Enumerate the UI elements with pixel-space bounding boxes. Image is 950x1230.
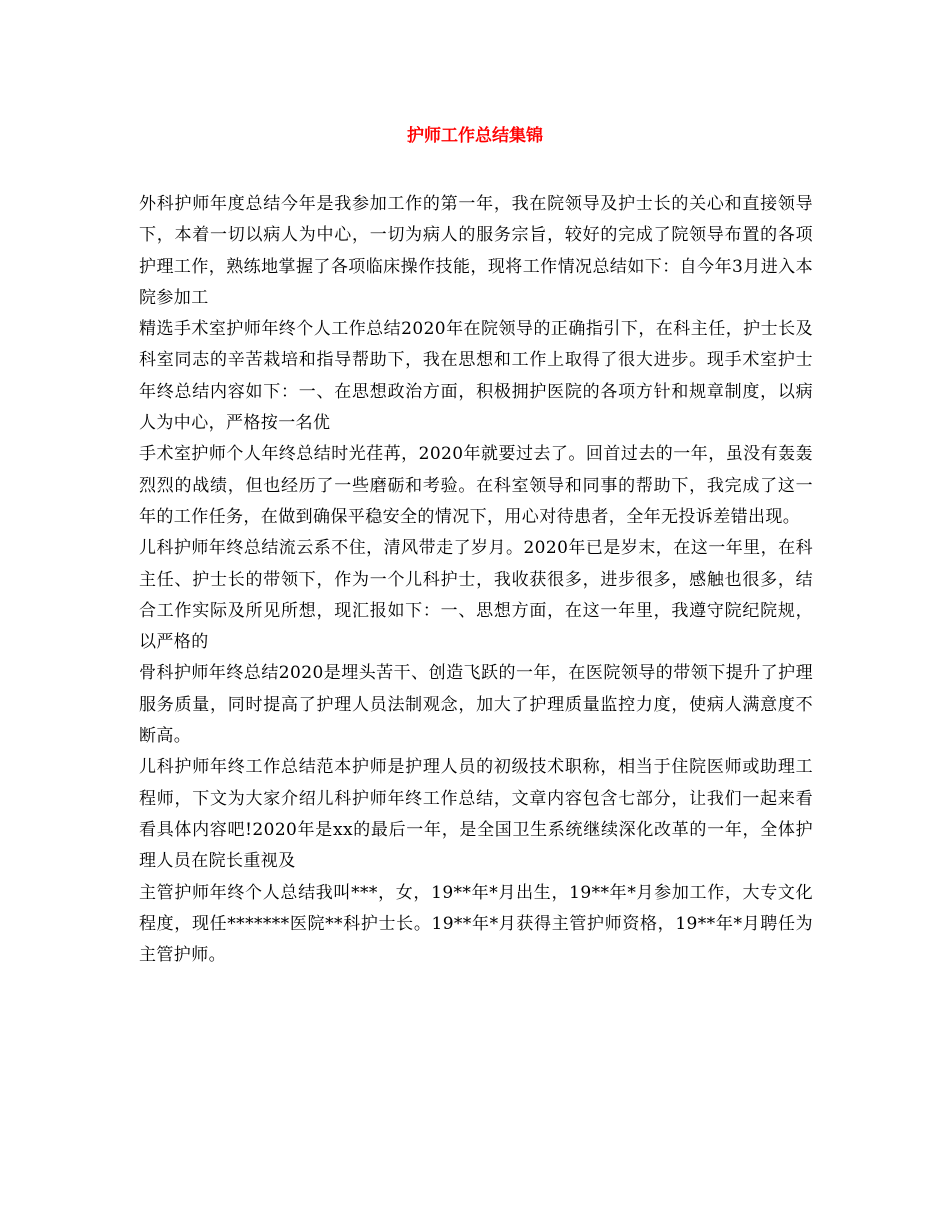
paragraph-supervisor-nurse-summary: 主管护师年终个人总结我叫***，女，19**年*月出生，19**年*月参加工作，大专文化程度，现任*******医院**科护士长。19**年*月获得主管护师资格，19**年*月聘任为主管护师。 <box>139 882 813 966</box>
paragraph-pediatric-nurse-summary: 儿科护师年终总结流云系不住，清风带走了岁月。2020年已是岁末，在这一年里，在科主任、护士长的带领下，作为一个儿科护士，我收获很多，进步很多，感触也很多，结合工作实际及所见所想，现汇报如下：一、思想方面，在这一年里，我遵守院纪院规，以严格的 <box>139 538 813 653</box>
document-title: 护师工作总结集锦 <box>407 126 543 146</box>
document-body <box>139 189 813 971</box>
paragraph-operating-room-year-end: 手术室护师个人年终总结时光荏苒，2020年就要过去了。回首过去的一年，虽没有轰轰烈烈的战绩，但也经历了一些磨砺和考验。在科室领导和同事的帮助下，我完成了这一年的工作任务，在做到确保平稳安全的情况下，用心对待患者，全年无投诉差错出现。 <box>139 444 813 527</box>
paragraph-pediatric-work-summary-template: 儿科护师年终工作总结范本护师是护理人员的初级技术职称，相当于住院医师或助理工程师，下文为大家介绍儿科护师年终工作总结，文章内容包含七部分，让我们一起来看看具体内容吧!2020年是xx的最后一年，是全国卫生系统继续深化改革的一年，全体护理人员在院长重视及 <box>139 757 813 872</box>
paragraph-operating-room-personal-summary: 精选手术室护师年终个人工作总结2020年在院领导的正确指引下，在科主任，护士长及科室同志的辛苦栽培和指导帮助下，我在思想和工作上取得了很大进步。现手术室护士年终总结内容如下：一、在思想政治方面，积极拥护医院的各项方针和规章制度，以病人为中心，严格按一名优 <box>139 319 813 434</box>
paragraph-orthopedic-nurse-summary: 骨科护师年终总结2020是埋头苦干、创造飞跃的一年，在医院领导的带领下提升了护理服务质量，同时提高了护理人员法制观念，加大了护理质量监控力度，使病人满意度不断高。 <box>139 663 813 747</box>
paragraph-surgical-nurse-summary: 外科护师年度总结今年是我参加工作的第一年，我在院领导及护士长的关心和直接领导下，本着一切以病人为中心，一切为病人的服务宗旨，较好的完成了院领导布置的各项护理工作，熟练地掌握了各项临床操作技能，现将工作情况总结如下：自今年3月进入本院参加工 <box>139 194 813 308</box>
